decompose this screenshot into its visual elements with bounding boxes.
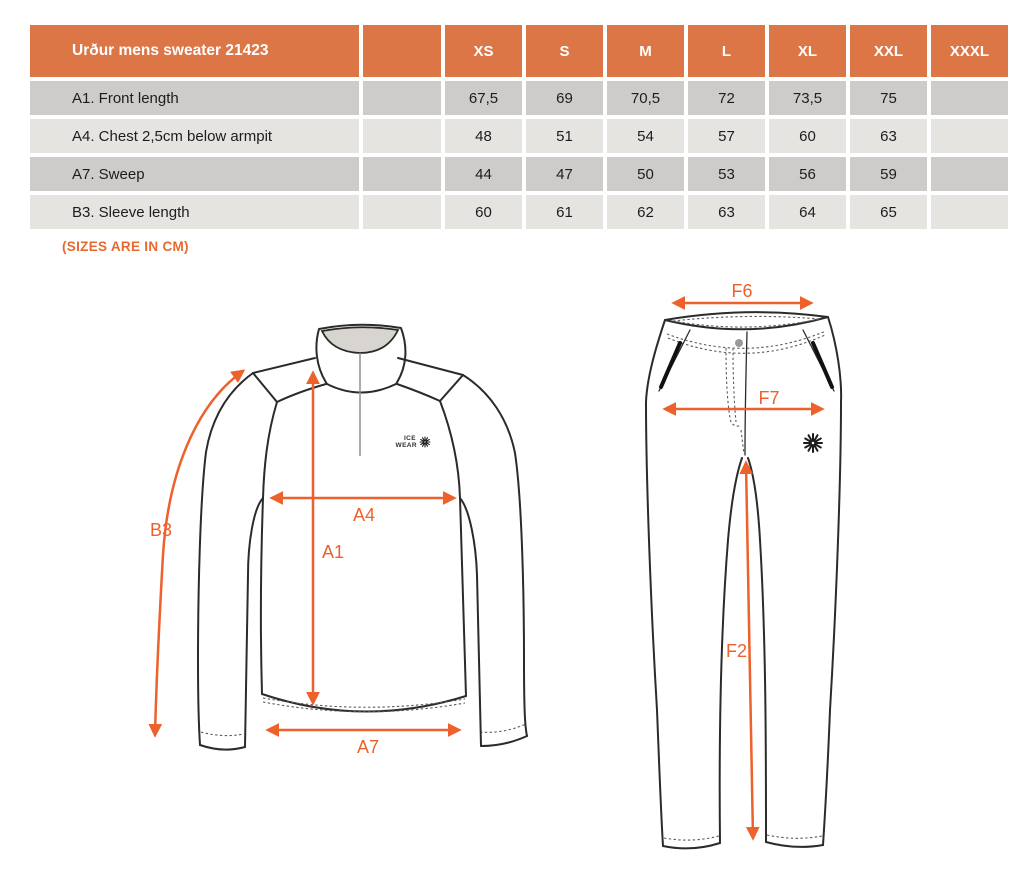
sweater-right-shoulder-top <box>398 358 463 375</box>
row-spacer-cell <box>363 81 441 115</box>
value-cell: 73,5 <box>769 81 846 115</box>
snowflake-icon <box>804 434 822 452</box>
f2-label: F2 <box>725 641 747 661</box>
value-cell: 60 <box>769 119 846 153</box>
row-label-cell: A7. Sweep <box>30 157 359 191</box>
sweater-left-sleeve-outer <box>198 373 253 745</box>
fly-stitch-3 <box>741 430 744 454</box>
value-cell: 69 <box>526 81 603 115</box>
value-cell: 44 <box>445 157 522 191</box>
value-cell: 59 <box>850 157 927 191</box>
value-cell <box>931 119 1008 153</box>
sweater-right-cuff-stitch <box>480 724 526 732</box>
value-cell: 72 <box>688 81 765 115</box>
value-cell: 47 <box>526 157 603 191</box>
value-cell <box>931 157 1008 191</box>
row-spacer-cell <box>363 195 441 229</box>
pants-left-hem-stitch <box>664 836 719 840</box>
pants-left-outer-edge <box>646 320 665 846</box>
f6-label: F6 <box>731 281 753 301</box>
svg-text:WEAR: WEAR <box>395 442 417 449</box>
sweater-right-shoulder-edge <box>440 375 463 401</box>
sweater-left-cuff-stitch <box>201 732 244 736</box>
value-cell: 70,5 <box>607 81 684 115</box>
value-cell: 61 <box>526 195 603 229</box>
row-spacer-cell <box>363 119 441 153</box>
size-table <box>30 25 1008 229</box>
f7-label: F7 <box>758 388 780 408</box>
value-cell: 50 <box>607 157 684 191</box>
b3-label: B3 <box>150 520 173 540</box>
sweater-body-left <box>261 498 263 694</box>
value-cell: 48 <box>445 119 522 153</box>
snowflake-icon <box>420 437 430 447</box>
row-label-cell: B3. Sleeve length <box>30 195 359 229</box>
size-header-cell: M <box>607 25 684 77</box>
size-header-cell: XS <box>445 25 522 77</box>
value-cell: 62 <box>607 195 684 229</box>
size-header-cell: S <box>526 25 603 77</box>
row-label-cell: A4. Chest 2,5cm below armpit <box>30 119 359 153</box>
pants-right-hem-stitch <box>767 835 822 838</box>
sweater-hem-stitch-1 <box>263 698 465 707</box>
sweater-right-sleeve-outer <box>463 375 527 736</box>
sweater-left-shoulder-top <box>253 358 315 373</box>
table-title-cell: Urður mens sweater 21423 <box>30 25 359 77</box>
f2-inseam-arrow <box>746 463 753 838</box>
table-header-spacer-cell <box>363 25 441 77</box>
row-label-cell: A1. Front length <box>30 81 359 115</box>
value-cell: 75 <box>850 81 927 115</box>
right-pocket-binding <box>813 343 832 387</box>
value-cell: 51 <box>526 119 603 153</box>
waist-inner-stitch-top <box>673 316 820 321</box>
sweater-collar-inside <box>322 327 398 353</box>
units-note: (SIZES ARE IN CM) <box>62 239 189 254</box>
waist-button <box>735 339 743 347</box>
pants-diagram <box>620 280 1020 880</box>
value-cell <box>931 195 1008 229</box>
pants-right-hem <box>766 842 823 847</box>
value-cell: 57 <box>688 119 765 153</box>
value-cell: 67,5 <box>445 81 522 115</box>
left-pocket-binding <box>661 343 680 387</box>
icewear-logo <box>396 435 430 449</box>
sweater-left-cuff <box>200 745 245 750</box>
svg-text:ICE: ICE <box>403 435 416 442</box>
value-cell: 63 <box>688 195 765 229</box>
row-spacer-cell <box>363 157 441 191</box>
value-cell: 60 <box>445 195 522 229</box>
size-header-cell: XL <box>769 25 846 77</box>
center-front-seam <box>745 332 747 455</box>
value-cell: 56 <box>769 157 846 191</box>
value-cell: 65 <box>850 195 927 229</box>
sweater-right-cuff <box>481 736 527 746</box>
size-header-cell: L <box>688 25 765 77</box>
pants-left-hem <box>663 843 720 848</box>
sweater-left-raglan <box>263 384 326 498</box>
value-cell <box>931 81 1008 115</box>
sweater-body-right <box>460 498 466 696</box>
sweater-diagram <box>140 295 575 765</box>
size-header-cell: XXL <box>850 25 927 77</box>
a4-label: A4 <box>352 505 376 525</box>
a1-label: A1 <box>322 542 345 562</box>
a7-label: A7 <box>356 737 380 757</box>
size-header-cell: XXXL <box>931 25 1008 77</box>
value-cell: 54 <box>607 119 684 153</box>
sweater-left-shoulder-edge <box>253 373 277 402</box>
value-cell: 63 <box>850 119 927 153</box>
fly-stitch-2 <box>733 348 736 422</box>
value-cell: 53 <box>688 157 765 191</box>
pants-right-outer-edge <box>823 317 841 845</box>
value-cell: 64 <box>769 195 846 229</box>
